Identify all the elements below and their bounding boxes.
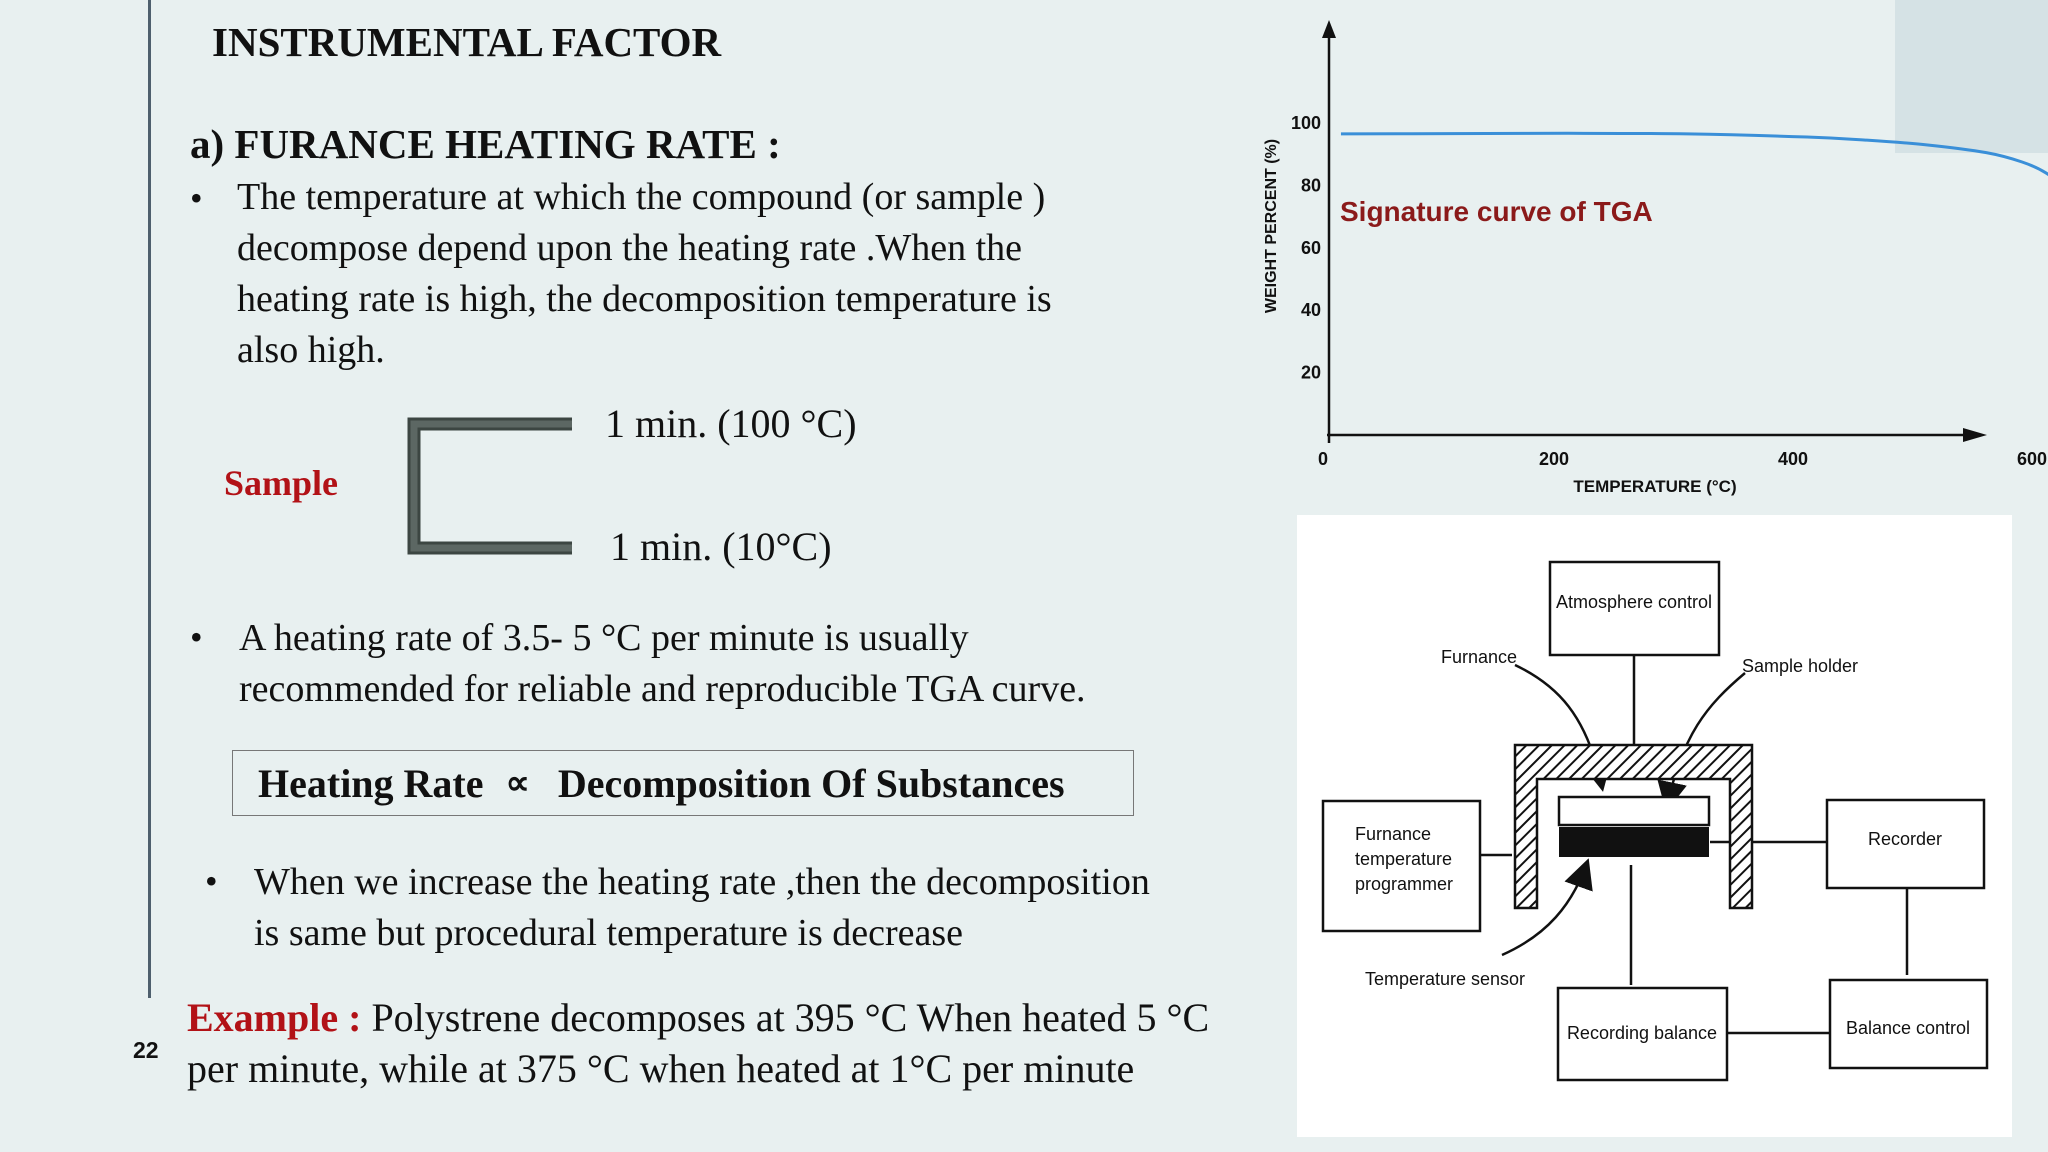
balance-beam-shape [1559,827,1709,857]
bullet-line: recommended for reliable and reproducible TGA curve. [239,668,1086,710]
example-line-2: per minute, while at 375 °C when heated at 1°C per minute [187,1046,1135,1091]
example-text [187,992,1209,1094]
balance-control-label: Balance control [1845,1018,1971,1038]
relation-right: Decomposition Of Substances [557,760,1065,806]
bullet-line: A heating rate of 3.5- 5 °C per minute is usually [239,617,969,659]
x-tick-label: 0 [1317,449,1329,469]
x-axis-label: TEMPERATURE (°C) [1573,477,1737,496]
slide-title: INSTRUMENTAL FACTOR [212,19,722,65]
sample-label: Sample [224,463,339,503]
proportional-symbol: ∝ [505,765,530,802]
y-axis-label: WEIGHT PERCENT (%) [1263,138,1280,314]
sample-holder-shape [1559,797,1709,825]
recording-balance-label: Recording balance [1566,1023,1718,1043]
y-tick-label: 40 [1300,300,1321,321]
x-tick-label: 600 [2016,449,2048,469]
bullet-heating-rate-effect [237,172,1052,376]
y-tick-label: 60 [1300,237,1321,258]
programmer-label-3: programmer [1355,874,1454,894]
relation-left: Heating Rate [258,760,484,806]
slow-rate-label: 1 min. (10°C) [610,524,832,569]
programmer-label-2: temperature [1355,849,1453,869]
tga-curve-line [1341,133,2048,399]
x-axis-arrow [1963,428,1987,442]
recorder-label: Recorder [1867,829,1943,849]
furnace-label: Furnance [1440,647,1518,667]
atmosphere-control-label: Atmosphere control [1555,592,1713,612]
bullet-line: The temperature at which the compound (or sample ) [237,176,1046,218]
bullet-line: also high. [237,329,385,371]
temperature-sensor-label: Temperature sensor [1364,969,1526,989]
example-label: Example : [187,995,362,1040]
programmer-label-1: Furnance [1355,824,1432,844]
example-line [187,992,1209,1043]
y-tick-label: 100 [1290,113,1321,133]
tga-instrument-diagram [1297,515,2012,1137]
bullet-increase-rate [254,857,1150,959]
bullet-line: heating rate is high, the decomposition temperature is [237,278,1052,320]
example-line-1: Polystrene decomposes at 395 °C When heated 5 °C [361,995,1210,1040]
section-heading: a) FURANCE HEATING RATE : [190,121,781,167]
fast-rate-label: 1 min. (100 °C) [605,401,857,446]
bullet-line: When we increase the heating rate ,then the decomposition [254,861,1150,903]
bullet-line: decompose depend upon the heating rate .When the [237,227,1023,269]
page-number: 22 [133,1037,159,1063]
sample-holder-label: Sample holder [1741,656,1859,676]
bullet-line: is same but procedural temperature is decrease [254,912,964,954]
bullet-recommended-rate [239,613,1086,715]
chart-title: Signature curve of TGA [1340,196,1653,227]
x-tick-label: 200 [1538,449,1570,469]
y-tick-label: 20 [1300,362,1321,383]
furnace-shape [1515,745,1752,908]
proportionality-box [232,750,1134,816]
bullet-dot: • [190,617,203,657]
y-tick-label: 80 [1300,175,1321,196]
left-accent-line [148,0,151,998]
tga-chart [1240,8,2048,503]
x-tick-label: 400 [1777,449,1809,469]
y-axis-arrow [1322,20,1336,38]
rate-bracket [404,415,584,560]
bullet-dot: • [205,861,218,901]
bullet-dot: • [190,178,203,218]
